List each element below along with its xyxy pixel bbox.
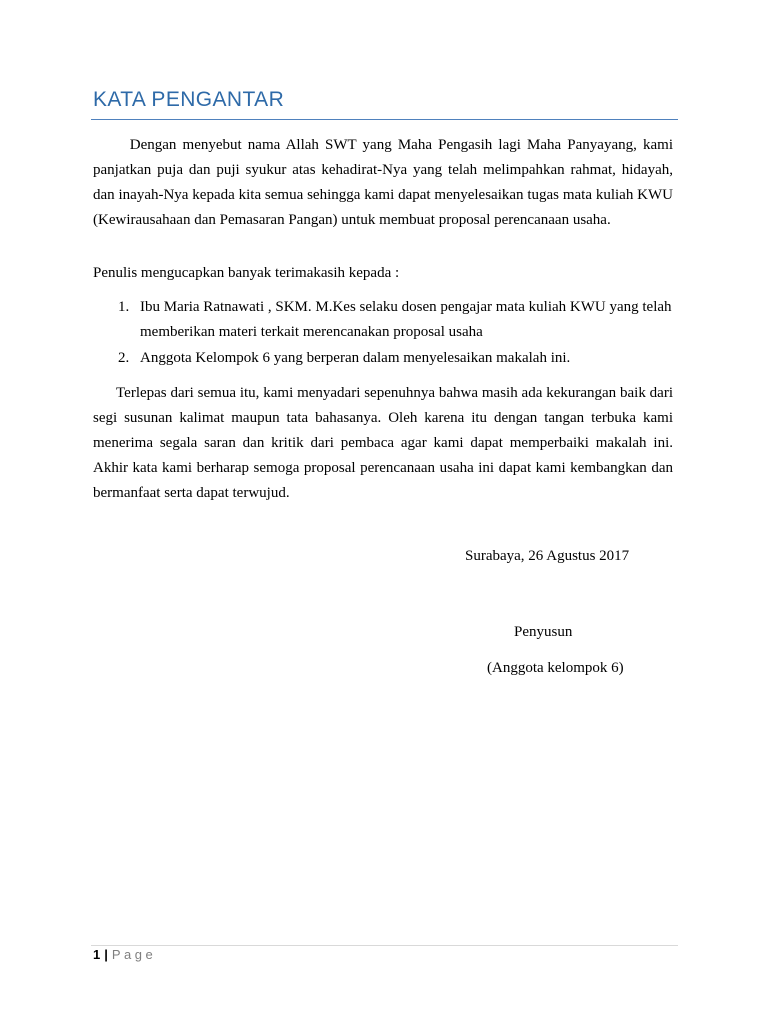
thanks-list	[93, 295, 673, 372]
list-number: 2.	[118, 350, 130, 366]
paragraph-closing: Terlepas dari semua itu, kami menyadari sepenuhnya bahwa masih ada kekurangan baik dari segi susunan kalimat maupun tata bahasanya. Oleh karena itu dengan tangan terbuka kami menerima segala saran dan kritik dari pembaca agar kami dapat memperbaiki makalah ini. Akhir kata kami berharap semoga proposal perencanaan usaha ini dapat kami kembangkan dan bermanfaat serta dapat terwujud.	[93, 385, 673, 501]
list-item	[93, 346, 673, 371]
list-item	[93, 295, 673, 345]
page-number: 1	[93, 947, 101, 962]
list-text: Ibu Maria Ratnawati , SKM. M.Kes selaku dosen pengajar mata kuliah KWU yang telah memberikan materi terkait merencanakan proposal usaha	[140, 299, 672, 340]
footer-divider	[91, 945, 678, 946]
page-title: KATA PENGANTAR	[93, 88, 285, 111]
signer-title: Penyusun	[514, 624, 573, 640]
footer-separator: |	[104, 947, 108, 962]
page-footer	[93, 947, 156, 962]
signer-group: (Anggota kelompok 6)	[487, 660, 624, 676]
list-text: Anggota Kelompok 6 yang berperan dalam menyelesaikan makalah ini.	[140, 350, 571, 366]
page-label: Page	[111, 947, 157, 962]
list-number: 1.	[118, 299, 130, 315]
place-date: Surabaya, 26 Agustus 2017	[465, 548, 630, 564]
title-underline	[91, 119, 678, 120]
paragraph-opening: Dengan menyebut nama Allah SWT yang Maha Pengasih lagi Maha Panyayang, kami panjatkan puja dan puji syukur atas kehadirat-Nya yang telah melimpahkan rahmat, hidayah, dan inayah-Nya kepada kita semua sehingga kami dapat menyelesaikan tugas mata kuliah KWU (Kewirausahaan dan Pemasaran Pangan) untuk membuat proposal perencanaan usaha.	[93, 137, 673, 228]
thanks-intro: Penulis mengucapkan banyak terimakasih kepada :	[93, 265, 400, 281]
